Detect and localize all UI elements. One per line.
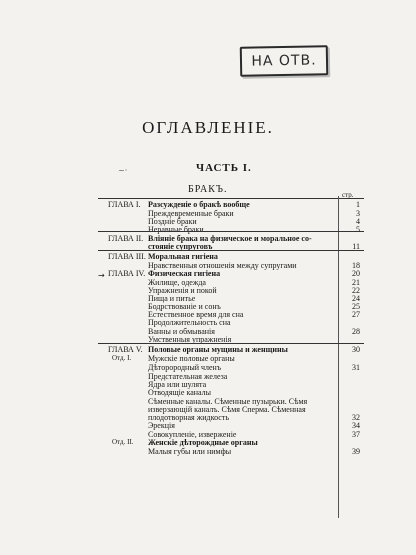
toc-entry-page: 37 (352, 430, 360, 439)
toc-entry-label: Отд. II. (112, 438, 134, 446)
toc-entry-page: 28 (352, 327, 360, 336)
toc-entry-title: Поздніе браки (148, 217, 197, 226)
toc-entry-title: Половые органы мущины и женщины (148, 345, 288, 354)
toc-entry-title: Эрекція (148, 421, 175, 430)
toc-entry-title: Моральная гигіена (148, 252, 218, 261)
toc-entry-label: ГЛАВА I. (108, 200, 141, 209)
toc-entry (0, 421, 416, 430)
toc-entry-page: 11 (352, 242, 360, 251)
toc-entry-page: 39 (352, 447, 360, 456)
toc-entry-page: 25 (352, 302, 360, 311)
toc-entry-page: 18 (352, 261, 360, 270)
toc-entry-title: Мужскіе половые органы (148, 354, 235, 363)
page-column-header: стр. (342, 191, 354, 199)
toc-entry (0, 269, 416, 278)
toc-entry-label: ГЛАВА V. (108, 345, 143, 354)
toc-entry-page: 32 (352, 413, 360, 422)
toc-entry (0, 363, 416, 372)
page-title: ОГЛАВЛЕНІЕ. (142, 118, 274, 137)
library-stamp: НА ОТВ. (240, 45, 329, 77)
toc-entry-title: Разсужденіе о бракѣ вообще (148, 200, 250, 209)
toc-entry (0, 447, 416, 456)
toc-entry-page: 3 (356, 209, 360, 218)
toc-entry-page: 24 (352, 294, 360, 303)
toc-entry-title: плодотворная жидкость (148, 413, 229, 422)
toc-entry (0, 252, 416, 261)
section-heading: БРАКЪ. (188, 184, 228, 195)
toc-entry-title: Бодрствованіе и сонъ (148, 302, 221, 311)
toc-entry (0, 200, 416, 209)
toc-entry-label: Отд. I. (112, 354, 132, 362)
toc-entry-page: 34 (352, 421, 360, 430)
toc-entry-title: стояніе супруговъ (148, 242, 213, 251)
toc-entry-title: Ядра или шулята (148, 380, 207, 389)
toc-entry (0, 225, 416, 234)
toc-entry-title: Сѣменные каналы. Сѣменные пузырьки. Сѣмя (148, 397, 308, 406)
toc-entry-title: Малыя губы или нимфы (148, 447, 232, 456)
chapter-rule (98, 343, 364, 344)
toc-entry-title: Упражненія и покой (148, 286, 217, 295)
toc-entry (0, 438, 416, 447)
toc-entry-title: Неравные браки (148, 225, 204, 234)
toc-entry-title: Женскіе дѣторождные органы (148, 438, 258, 447)
toc-entry-label: ГЛАВА III. (108, 252, 146, 261)
toc-entry-title: Дѣторородный членъ (148, 363, 221, 372)
toc-entry-label: ГЛАВА II. (108, 234, 144, 243)
toc-entry-title: Предстательная железа (148, 372, 228, 381)
toc-entry-label: ГЛАВА IV. (108, 269, 146, 278)
ornament-mark: ~· (118, 166, 128, 175)
toc-entry-title: Продолжительность сна (148, 318, 231, 327)
toc-entry (0, 318, 416, 327)
toc-entry-page: 22 (352, 286, 360, 295)
toc-entry-title: изверзающій каналъ. Сѣмя Сперма. Сѣменная (148, 405, 306, 414)
toc-entry-title: Физическая гигіена (148, 269, 221, 278)
toc-entry-title: Ванны и обмыванія (148, 327, 215, 336)
toc-entry-title: Вліяніе брака на физическое и моральное со- (148, 234, 312, 243)
toc-entry-page: 31 (352, 363, 360, 372)
toc-entry-page: 27 (352, 310, 360, 319)
toc-entry-page: 5 (356, 225, 360, 234)
chapter-rule (98, 231, 364, 232)
toc-entry-title: Совокупленіе, изверженіе (148, 430, 237, 439)
toc-entry-page: 20 (352, 269, 360, 278)
part-heading: ЧАСТЬ I. (196, 162, 252, 174)
toc-entry-title: Отводящіе каналы (148, 388, 212, 397)
toc-entry (0, 388, 416, 397)
toc-entry (0, 354, 416, 363)
toc-entry-title: Жилище, одежда (148, 278, 206, 287)
toc-entry-page: 21 (352, 278, 360, 287)
toc-entry-page: 1 (356, 200, 360, 209)
toc-entry-page: 30 (352, 345, 360, 354)
toc-entry-title: Нравственныя отношенія между супругами (148, 261, 297, 270)
toc-entry-title: Умственныя упражненія (148, 335, 232, 344)
toc-entry (0, 345, 416, 354)
toc-entry-page: 4 (356, 217, 360, 226)
toc-entry-title: Естественное время для сна (148, 310, 244, 319)
chapter-rule (98, 250, 364, 251)
toc-entry-title: Пища и питье (148, 294, 196, 303)
toc-entry-title: Преждевременные браки (148, 209, 234, 218)
entry-marker: → (98, 271, 105, 280)
